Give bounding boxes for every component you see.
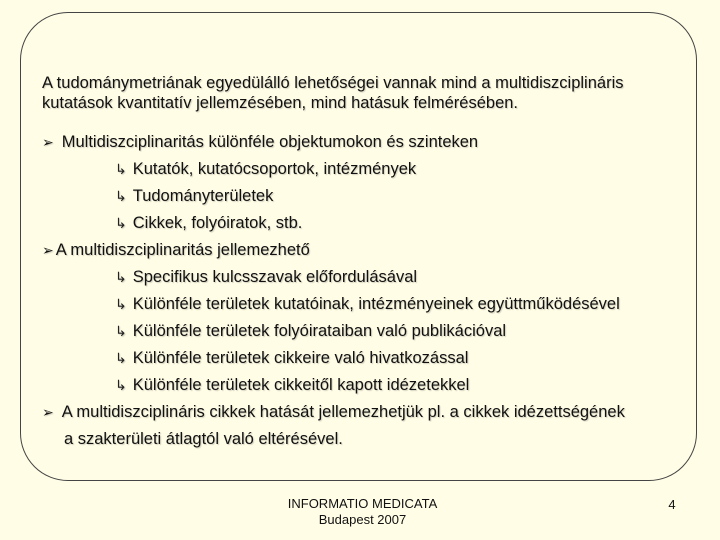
hollow-arrow-bullet-icon: ↳ bbox=[115, 323, 127, 339]
hollow-arrow-bullet-icon: ↳ bbox=[115, 215, 127, 231]
hollow-arrow-bullet-icon: ↳ bbox=[115, 296, 127, 312]
bullet-1 bbox=[42, 129, 687, 156]
bullet-2-text: A multidiszciplinaritás jellemezhető bbox=[55, 241, 310, 259]
sub-bullet: ↳ Tudományterületek bbox=[42, 183, 687, 210]
arrowhead-bullet-icon: ➢ bbox=[42, 242, 54, 258]
bullet-1-text: Multidiszciplinaritás különféle objektumokon és szinteken bbox=[61, 133, 479, 151]
bullet-3-continuation: a szakterületi átlagtól való eltérésével. bbox=[64, 430, 343, 448]
sub-bullet: ↳ Különféle területek folyóirataiban való publikációval bbox=[42, 318, 687, 345]
arrowhead-bullet-icon: ➢ bbox=[42, 404, 54, 420]
sub-bullet: ↳ Különféle területek cikkeitől kapott idézetekkel bbox=[42, 372, 687, 399]
arrowhead-bullet-icon: ➢ bbox=[42, 134, 54, 150]
footer-title: INFORMATIO MEDICATA bbox=[287, 496, 438, 511]
bullet-3-text: A multidiszciplináris cikkek hatását jellemezhetjük pl. a cikkek idézettségének bbox=[61, 403, 625, 421]
hollow-arrow-bullet-icon: ↳ bbox=[115, 350, 127, 366]
sub-bullet: ↳ Kutatók, kutatócsoportok, intézmények bbox=[42, 156, 687, 183]
bullet-2 bbox=[42, 237, 687, 264]
intro-paragraph: A tudománymetriának egyedülálló lehetőségei vannak mind a multidiszciplináris kutatások kvantitatív jellemzésében, mind hatásuk felmérésében. bbox=[42, 74, 624, 112]
page-number: 4 bbox=[668, 497, 676, 512]
sub-bullet: ↳ Különféle területek cikkeire való hivatkozással bbox=[42, 345, 687, 372]
hollow-arrow-bullet-icon: ↳ bbox=[115, 188, 127, 204]
hollow-arrow-bullet-icon: ↳ bbox=[115, 161, 127, 177]
sub-bullet: ↳ Specifikus kulcsszavak előfordulásával bbox=[42, 264, 687, 291]
sub-bullet: ↳ Cikkek, folyóiratok, stb. bbox=[42, 210, 687, 237]
hollow-arrow-bullet-icon: ↳ bbox=[115, 377, 127, 393]
slide-content bbox=[42, 73, 687, 453]
bullet-3 bbox=[42, 399, 687, 426]
hollow-arrow-bullet-icon: ↳ bbox=[115, 269, 127, 285]
sub-bullet: ↳ Különféle területek kutatóinak, intézményeinek együttműködésével bbox=[42, 291, 687, 318]
footer-subtitle: Budapest 2007 bbox=[318, 512, 407, 527]
footer bbox=[240, 496, 485, 528]
